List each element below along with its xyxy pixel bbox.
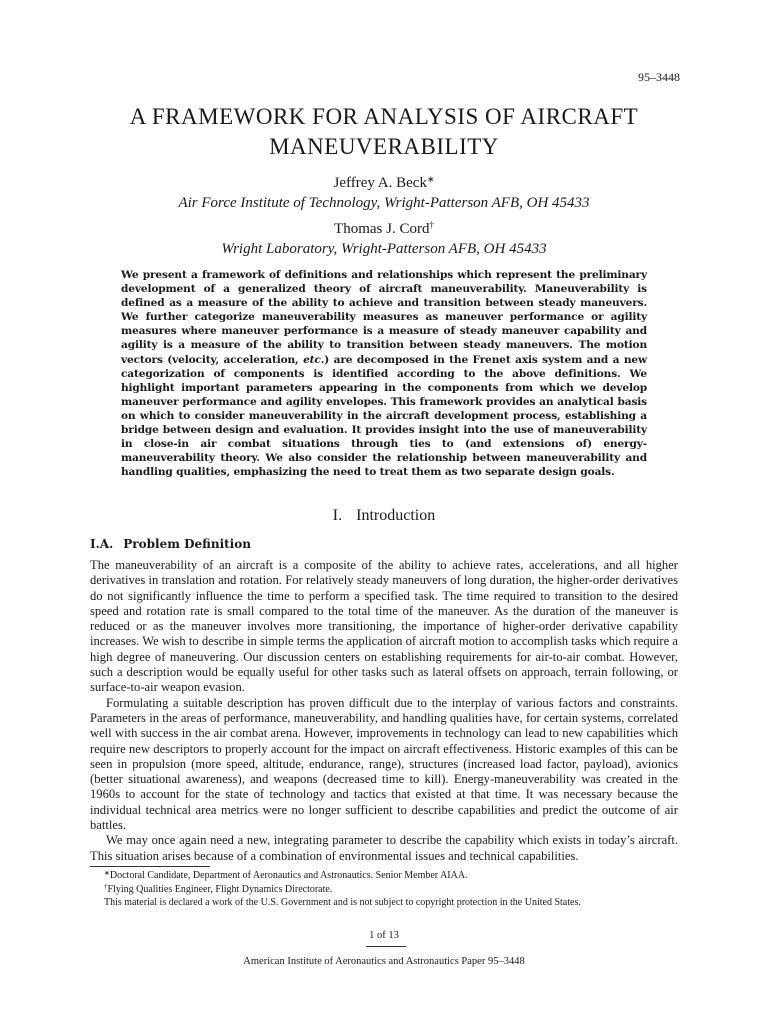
author-affiliation: Air Force Institute of Technology, Wright-Patterson AFB, OH 45433 (178, 195, 590, 211)
abstract-text-part-1: We present a framework of definitions and relationships which represent the preliminary development of a generalized theory of aircraft maneuverability. Maneuverability is defined as a measure of the ability to achieve and transition between steady maneuvers. We further categorize maneuverability measures as maneuver performance or agility measures where maneuver performance is a measure of steady maneuver capability and agility is a measure of the ability to transition between steady maneuvers. The motion vectors (velocity, acceleration, (121, 269, 647, 366)
page-indicator-rule (366, 946, 406, 947)
footnote-text: Doctoral Candidate, Department of Aeronautics and Astronautics. Senior Member AIAA. (109, 870, 468, 881)
section-heading (70, 507, 698, 525)
abstract-etc: etc. (303, 353, 325, 366)
abstract (121, 268, 647, 479)
paper-number: 95–3448 (638, 70, 680, 84)
paper-title (70, 102, 698, 162)
author-name (70, 219, 698, 239)
section-number: I. (332, 507, 343, 524)
footnote (104, 896, 694, 910)
author-name-text: Jeffrey A. Beck (333, 175, 427, 191)
abstract-text-part-2: ) are decomposed in the Frenet axis system and a new categorization of components is identified according to the above definitions. We highlight important parameters appearing in the components from which we develop maneuver performance and agility envelopes. This framework provides an analytical basis on which to consider maneuverability in the aircraft development process, establishing a bridge between design and evaluation. It provides insight into the use of maneuverability in close-in air combat situations through ties to (and extensions of) energy-maneuverability theory. We also consider the relationship between maneuverability and handling qualities, emphasizing the need to treat them as two separate design goals. (121, 353, 647, 479)
page-indicator: 1 of 13 (369, 930, 399, 941)
title-line-1: A FRAMEWORK FOR ANALYSIS OF AIRCRAFT (129, 104, 639, 129)
footnote-mark: † (104, 882, 108, 891)
author-affiliation: Wright Laboratory, Wright-Patterson AFB, OH 45433 (221, 241, 547, 257)
journal-footer: American Institute of Aeronautics and Astronautics Paper 95–3448 (243, 956, 525, 967)
body-text (90, 558, 678, 864)
author-block-2 (70, 219, 698, 259)
author-name (70, 173, 698, 193)
section-title: Introduction (356, 507, 436, 524)
footnote-mark: ∗ (104, 869, 110, 877)
author-footnote-mark: ∗ (426, 174, 435, 184)
footnote (104, 883, 694, 897)
author-name-text: Thomas J. Cord (334, 221, 430, 237)
subsection-number: I.A. (90, 537, 114, 551)
body-paragraph: Formulating a suitable description has proven difficult due to the interplay of various factors and constraints. Parameters in the areas of performance, maneuverability, and handling qualities have, for certain systems, correlated well with success in the air combat arena. However, improvements in technology can lead to new capabilities which require new descriptors to properly account for the impact on aircraft effectiveness. Historic examples of this can be seen in propulsion (more speed, altitude, endurance, range), structures (increased load factor, payload), avionics (better situational awareness), and weapons (decreased time to kill). Energy-maneuverability was created in the 1960s to account for the state of technology and tactics that existed at that time. It was necessary because the individual technical area metrics were no longer sufficient to describe capabilities and predict the outcome of air battles. (90, 695, 678, 833)
footnotes (104, 869, 694, 910)
subsection-title: Problem Definition (123, 537, 251, 551)
title-line-2: MANEUVERABILITY (269, 134, 499, 159)
body-paragraph: We may once again need a new, integrating parameter to describe the capability which exists in today’s aircraft. This situation arises because of a combination of environmental issues and technical capabilities. (90, 833, 678, 863)
footnote (104, 869, 694, 883)
footnote-divider (90, 866, 210, 867)
subsection-heading (90, 537, 251, 551)
body-paragraph: The maneuverability of an aircraft is a composite of the ability to achieve rates, accelerations, and all higher derivatives in translation and rotation. For relatively steady maneuvers of long duration, the higher-order derivatives do not significantly influence the time to perform a specified task. The time required to transition to the desired speed and rotation rate is small compared to the total time of the maneuver. As the duration of the maneuver is reduced or as the maneuver involves more transitioning, the importance of higher-order derivative capability increases. We wish to describe in simple terms the application of aircraft motion to accomplish tasks which require a high degree of maneuvering. Our discussion centers on establishing requirements for air-to-air combat. However, such a description would be equally useful for other tasks such as lateral offsets on approach, terrain following, or surface-to-air weapon evasion. (90, 558, 678, 695)
footnote-text: Flying Qualities Engineer, Flight Dynamics Directorate. (107, 883, 333, 895)
author-footnote-mark: † (429, 220, 434, 230)
footnote-text: This material is declared a work of the U.S. Government and is not subject to copyright protection in the United States. (104, 897, 581, 908)
author-block-1 (70, 173, 698, 213)
